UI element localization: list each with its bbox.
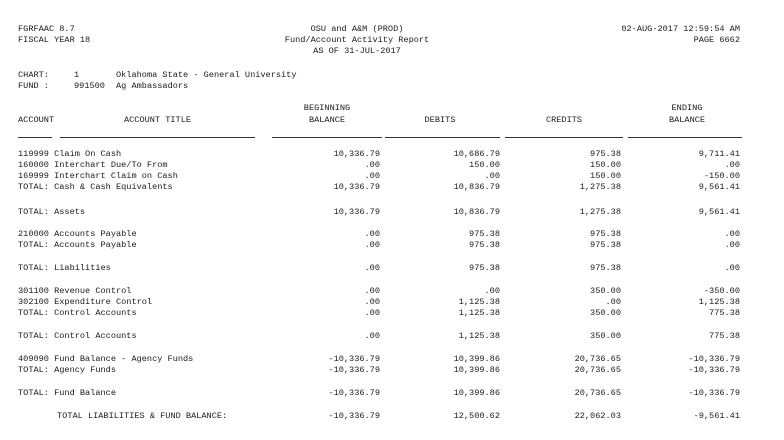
row-ending: -350.00 bbox=[703, 286, 740, 296]
grand-total-row bbox=[0, 411, 784, 422]
table-row bbox=[0, 207, 784, 218]
row-credits: 975.38 bbox=[590, 149, 621, 159]
row-label: TOTAL: Accounts Payable bbox=[18, 240, 137, 250]
row-debits: 10,399.86 bbox=[453, 388, 500, 398]
row-beginning: .00 bbox=[364, 160, 380, 170]
row-debits: 975.38 bbox=[469, 240, 500, 250]
table-row bbox=[0, 388, 784, 399]
table-row bbox=[0, 263, 784, 274]
row-label: TOTAL: Cash & Cash Equivalents bbox=[18, 182, 173, 192]
row-credits: 22,062.03 bbox=[574, 411, 621, 421]
row-beginning: 10,336.79 bbox=[333, 207, 380, 217]
col-credits: CREDITS bbox=[545, 115, 583, 125]
row-label: 301100 Revenue Control bbox=[18, 286, 132, 296]
row-ending: .00 bbox=[724, 240, 740, 250]
row-debits: 12,500.62 bbox=[453, 411, 500, 421]
row-label: 409090 Fund Balance - Agency Funds bbox=[18, 354, 194, 364]
row-debits: .00 bbox=[484, 286, 500, 296]
as-of-date: AS OF 31-JUL-2017 bbox=[313, 46, 401, 56]
row-credits: 1,275.38 bbox=[579, 207, 621, 217]
row-label: TOTAL LIABILITIES & FUND BALANCE: bbox=[57, 411, 228, 421]
row-label: TOTAL: Liabilities bbox=[18, 263, 111, 273]
table-row bbox=[0, 160, 784, 171]
row-credits: 350.00 bbox=[590, 308, 621, 318]
table-row bbox=[0, 229, 784, 240]
row-debits: 975.38 bbox=[469, 263, 500, 273]
row-beginning: -10,336.79 bbox=[328, 388, 380, 398]
row-credits: 20,736.65 bbox=[574, 388, 621, 398]
row-debits: 10,399.86 bbox=[453, 365, 500, 375]
table-row bbox=[0, 308, 784, 319]
col-account: ACCOUNT bbox=[18, 115, 55, 125]
row-ending: -10,336.79 bbox=[688, 388, 740, 398]
table-row bbox=[0, 365, 784, 376]
fund-code: 991500 bbox=[74, 81, 105, 91]
table-row bbox=[0, 297, 784, 308]
chart-label: CHART: bbox=[18, 70, 49, 80]
table-row bbox=[0, 331, 784, 342]
report-title: Fund/Account Activity Report bbox=[284, 35, 430, 45]
row-beginning: -10,336.79 bbox=[328, 365, 380, 375]
row-credits: 150.00 bbox=[590, 171, 621, 181]
row-label: TOTAL: Control Accounts bbox=[18, 331, 137, 341]
row-label: TOTAL: Fund Balance bbox=[18, 388, 116, 398]
underline-account bbox=[18, 137, 52, 138]
row-debits: 150.00 bbox=[469, 160, 500, 170]
report-id: FGRFAAC 8.7 bbox=[18, 24, 75, 34]
row-ending: -10,336.79 bbox=[688, 354, 740, 364]
table-row bbox=[0, 240, 784, 251]
col-ending-line1: ENDING bbox=[671, 103, 703, 113]
row-ending: -10,336.79 bbox=[688, 365, 740, 375]
row-debits: 1,125.38 bbox=[458, 297, 500, 307]
col-ending-line2: BALANCE bbox=[668, 115, 706, 125]
row-debits: 10,836.79 bbox=[453, 207, 500, 217]
row-beginning: .00 bbox=[364, 297, 380, 307]
row-label: TOTAL: Assets bbox=[18, 207, 86, 217]
row-label: 302100 Expenditure Control bbox=[18, 297, 153, 307]
row-beginning: -10,336.79 bbox=[328, 354, 380, 364]
row-credits: 20,736.65 bbox=[574, 354, 621, 364]
underline-debits bbox=[385, 137, 500, 138]
row-ending: .00 bbox=[724, 160, 740, 170]
run-datetime: 02-AUG-2017 12:59:54 AM bbox=[621, 24, 740, 34]
row-label: TOTAL: Agency Funds bbox=[18, 365, 116, 375]
fund-name: Ag Ambassadors bbox=[116, 81, 189, 91]
row-credits: .00 bbox=[605, 297, 621, 307]
col-beginning-line2: BALANCE bbox=[308, 115, 346, 125]
row-credits: 350.00 bbox=[590, 331, 621, 341]
table-row bbox=[0, 354, 784, 365]
table-row bbox=[0, 171, 784, 182]
row-credits: 350.00 bbox=[590, 286, 621, 296]
underline-beginning bbox=[272, 137, 382, 138]
row-beginning: .00 bbox=[364, 171, 380, 181]
row-debits: 10,399.86 bbox=[453, 354, 500, 364]
underline-credits bbox=[505, 137, 623, 138]
col-beginning-line1: BEGINNING bbox=[303, 103, 351, 113]
row-label: 210000 Accounts Payable bbox=[18, 229, 137, 239]
row-debits: 975.38 bbox=[469, 229, 500, 239]
system-name: OSU and A&M (PROD) bbox=[310, 24, 404, 34]
row-debits: 1,125.38 bbox=[458, 308, 500, 318]
row-ending: -150.00 bbox=[703, 171, 740, 181]
row-debits: 10,836.79 bbox=[453, 182, 500, 192]
row-debits: 10,686.79 bbox=[453, 149, 500, 159]
row-credits: 20,736.65 bbox=[574, 365, 621, 375]
row-credits: 975.38 bbox=[590, 240, 621, 250]
row-ending: .00 bbox=[724, 229, 740, 239]
row-ending: .00 bbox=[724, 263, 740, 273]
table-row bbox=[0, 149, 784, 160]
row-beginning: .00 bbox=[364, 286, 380, 296]
row-label: 160000 Interchart Due/To From bbox=[18, 160, 168, 170]
row-beginning: .00 bbox=[364, 263, 380, 273]
row-ending: -9,561.41 bbox=[693, 411, 740, 421]
row-beginning: 10,336.79 bbox=[333, 182, 380, 192]
row-credits: 150.00 bbox=[590, 160, 621, 170]
row-credits: 975.38 bbox=[590, 263, 621, 273]
row-ending: 775.38 bbox=[709, 308, 740, 318]
table-row bbox=[0, 182, 784, 193]
fund-label: FUND : bbox=[18, 81, 49, 91]
row-ending: 9,561.41 bbox=[698, 207, 740, 217]
underline-ending bbox=[628, 137, 742, 138]
row-beginning: .00 bbox=[364, 308, 380, 318]
row-beginning: .00 bbox=[364, 240, 380, 250]
row-ending: 775.38 bbox=[709, 331, 740, 341]
row-label: 119999 Claim On Cash bbox=[18, 149, 122, 159]
page-number: PAGE 6662 bbox=[693, 35, 740, 45]
row-credits: 975.38 bbox=[590, 229, 621, 239]
row-beginning: .00 bbox=[364, 229, 380, 239]
row-beginning: 10,336.79 bbox=[333, 149, 380, 159]
row-ending: 1,125.38 bbox=[698, 297, 740, 307]
row-beginning: .00 bbox=[364, 331, 380, 341]
chart-name: Oklahoma State - General University bbox=[116, 70, 297, 80]
underline-title bbox=[60, 137, 255, 138]
chart-code: 1 bbox=[74, 70, 80, 80]
row-ending: 9,561.41 bbox=[698, 182, 740, 192]
row-debits: .00 bbox=[484, 171, 500, 181]
table-row bbox=[0, 286, 784, 297]
col-account-title: ACCOUNT TITLE bbox=[123, 115, 192, 125]
row-label: TOTAL: Control Accounts bbox=[18, 308, 137, 318]
row-ending: 9,711.41 bbox=[698, 149, 740, 159]
row-credits: 1,275.38 bbox=[579, 182, 621, 192]
row-beginning: -10,336.79 bbox=[328, 411, 380, 421]
row-debits: 1,125.38 bbox=[458, 331, 500, 341]
col-debits: DEBITS bbox=[424, 115, 456, 125]
fiscal-year: FISCAL YEAR 18 bbox=[18, 35, 91, 45]
row-label: 169999 Interchart Claim on Cash bbox=[18, 171, 178, 181]
